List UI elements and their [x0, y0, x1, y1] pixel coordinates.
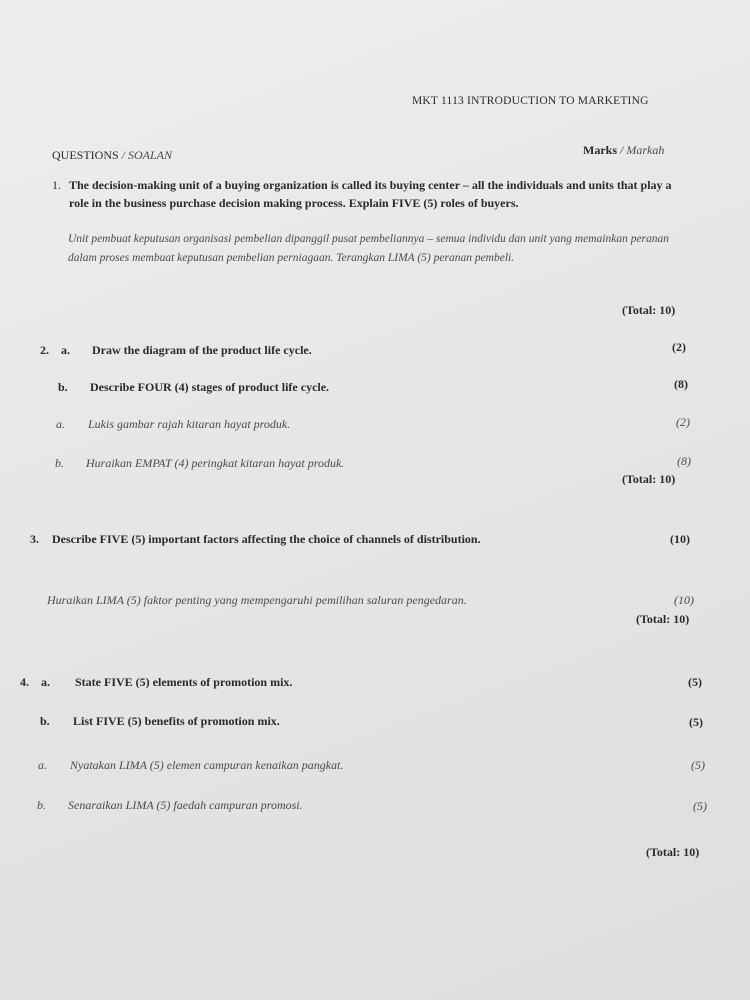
question-2b-text: Describe FOUR (4) stages of product life cycle. — [90, 380, 330, 394]
marks-label-en: Marks — [583, 143, 617, 157]
question-4-total: (Total: 10) — [646, 845, 700, 859]
questions-label-sep: / — [121, 148, 126, 162]
question-3-number: 3. — [30, 532, 39, 546]
question-4b-translation-marks: (5) — [693, 799, 707, 813]
question-4b-translation-label: b. — [37, 798, 46, 812]
question-3-marks: (10) — [670, 532, 690, 546]
question-3-translation: Huraikan LIMA (5) faktor penting yang mempengaruhi pemilihan saluran pengedaran. — [47, 593, 467, 607]
marks-label-ms: Markah — [626, 143, 665, 157]
question-2b-translation: Huraikan EMPAT (4) peringkat kitaran hayat produk. — [86, 456, 345, 470]
questions-label-en: QUESTIONS — [52, 148, 119, 162]
question-2a-translation-marks: (2) — [676, 415, 690, 429]
question-4b-marks: (5) — [689, 715, 703, 729]
question-1-total: (Total: 10) — [622, 303, 676, 317]
question-2b-label: b. — [58, 380, 68, 394]
marks-label — [583, 143, 664, 158]
question-4a-label: a. — [41, 675, 50, 689]
course-header: MKT 1113 INTRODUCTION TO MARKETING — [412, 95, 649, 107]
question-2b-translation-label: b. — [55, 456, 64, 470]
question-4b-text: List FIVE (5) benefits of promotion mix. — [73, 714, 280, 728]
question-2a-text: Draw the diagram of the product life cycle. — [92, 343, 312, 357]
question-2a-translation: Lukis gambar rajah kitaran hayat produk. — [88, 417, 291, 431]
question-2b-marks: (8) — [674, 377, 688, 391]
question-1 — [52, 176, 692, 212]
question-4a-text: State FIVE (5) elements of promotion mix. — [75, 675, 293, 689]
question-4a-marks: (5) — [688, 675, 702, 689]
question-3-total: (Total: 10) — [636, 612, 690, 626]
question-2b-translation-marks: (8) — [677, 454, 691, 468]
question-4a-translation-label: a. — [38, 758, 47, 772]
question-3-text: Describe FIVE (5) important factors affecting the choice of channels of distribution. — [52, 532, 481, 546]
questions-label — [52, 148, 172, 163]
question-4b-translation: Senaraikan LIMA (5) faedah campuran promosi. — [68, 798, 303, 812]
question-2a-marks: (2) — [672, 340, 686, 354]
question-4a-translation-marks: (5) — [691, 758, 705, 772]
question-1-number: 1. — [52, 178, 61, 192]
question-2-total: (Total: 10) — [622, 472, 676, 486]
question-1-translation: Unit pembuat keputusan organisasi pembelian dipanggil pusat pembeliannya – semua individu dan unit yang memainkan peranan dalam proses membuat keputusan pembelian perniagaan. Terangkan LIMA (5) peranan pembeli. — [68, 233, 670, 264]
question-1-text: The decision-making unit of a buying organization is called its buying center – all the individuals and units that play a role in the business purchase decision making process. Explain FIVE (5) roles of buyers. — [69, 178, 672, 210]
question-4b-label: b. — [40, 714, 50, 728]
questions-label-ms: SOALAN — [128, 148, 173, 162]
marks-label-sep: / — [620, 143, 624, 157]
question-2-number: 2. — [40, 343, 49, 357]
question-3-translation-marks: (10) — [674, 593, 694, 607]
question-2a-label: a. — [61, 343, 70, 357]
question-4a-translation: Nyatakan LIMA (5) elemen campuran kenaikan pangkat. — [70, 758, 344, 772]
question-2a-translation-label: a. — [56, 417, 65, 431]
question-4-number: 4. — [20, 675, 29, 689]
